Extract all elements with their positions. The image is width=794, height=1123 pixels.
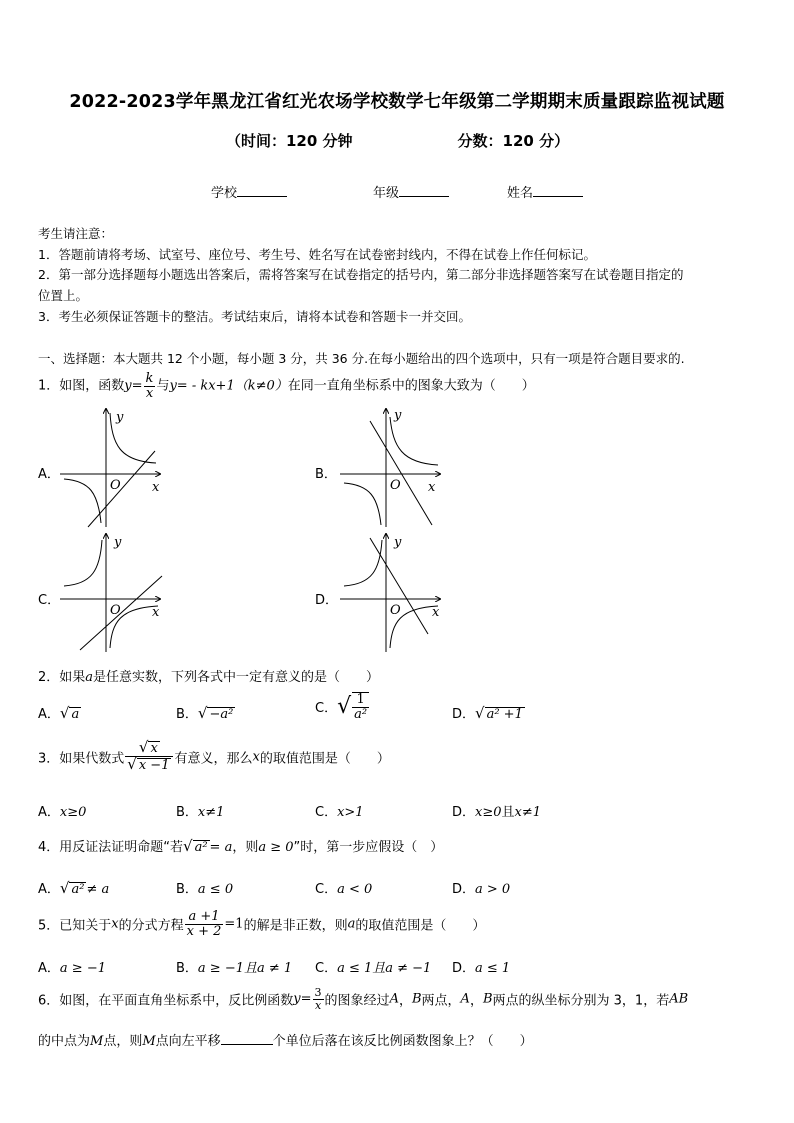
q1-graph-d[interactable] [340,530,450,655]
section-heading: 一、选择题：本大题共 12 个小题，每小题 3 分，共 36 分.在每小题给出的四个选项中，只有一项是符合题目要求的. [38,351,685,366]
option-label: B． [176,805,198,820]
option-expr: a ≥ −1且a ≠ 1 [197,961,293,976]
q5-option-b[interactable] [176,957,292,976]
axis-x-label: x [432,605,440,620]
q5-var: x [111,916,119,932]
q6-line2-c: 点向左平移 [155,1034,221,1049]
q3-den-expr: x −1 [138,758,170,774]
q4-stem-a: 4．用反证法证明命题“若 [38,840,184,855]
q4-option-c[interactable] [315,878,372,897]
option-expr: a ≤ 1且a ≠ −1 [337,961,432,976]
origin-label: O [110,478,121,493]
q2-option-a[interactable] [38,703,81,722]
q5-fraction [185,910,224,938]
q3-option-a[interactable] [38,801,86,820]
question-5-stem [38,910,485,938]
option-label: C． [315,701,338,717]
hyperbola-branch [64,479,101,523]
q6-point-m: M [90,1034,104,1049]
q3-num-expr: x [150,741,158,756]
q3-var: x [252,749,260,765]
q6-eq: = [300,991,312,1007]
q1-option-d-label[interactable]: D． [315,593,339,608]
page-title: 2022-2023学年黑龙江省红光农场学校数学七年级第二学期期末质量跟踪监视试题 [69,92,725,112]
q5-stem-d: 的取值范围是（ ） [355,918,486,934]
q6-point-a: A [460,991,470,1007]
option-label: C． [315,805,338,820]
grade-blank[interactable] [399,183,449,197]
q5-var2: a [347,916,356,932]
question-3-stem [38,740,390,774]
score-label: 分数：120 分） [457,132,570,150]
origin-label: O [390,603,401,618]
q1-option-a-label[interactable]: A． [38,467,60,482]
q5-option-d[interactable] [452,957,510,976]
school-blank[interactable] [237,183,287,197]
q2-option-b[interactable] [176,703,235,722]
option-expr: a² [71,882,85,897]
option-num: 1 [352,693,369,708]
q6-point-m: M [142,1034,156,1049]
q4-stem-b: ，则 [232,840,259,855]
school-field[interactable] [211,182,287,201]
time-label: （时间：120 分钟 [226,132,353,150]
q5-stem-a: 5．已知关于 [38,918,112,934]
question-6-line-2 [38,1030,533,1049]
q6-point-b: B [411,991,422,1007]
axis-y-label: y [394,408,402,423]
option-expr: a [71,707,80,722]
sqrt-icon: √ [475,704,485,722]
q1-mid: 与 [156,378,170,394]
q6-line2-a: 的中点为 [38,1034,91,1049]
option-label: B． [176,882,198,897]
q4-option-b[interactable] [176,878,233,897]
option-expr: ≠ a [86,882,110,897]
option-expr: a ≤ 0 [197,882,234,897]
sqrt-icon: √ [138,738,149,756]
q4-rad: a² [194,840,208,855]
option-expr: x≥0 [59,805,87,820]
option-label: B． [176,707,198,722]
q1-graph-b[interactable] [340,405,450,530]
q4-stem-c: ”时，第一步应假设（ ） [293,840,444,855]
q6-point-a: A [389,991,399,1007]
q6-stem-c: 两点， [421,993,461,1009]
name-field[interactable] [507,182,583,201]
q6-y: y [293,991,301,1007]
q3-fraction [125,740,173,774]
option-expr: a ≤ 1 [475,961,511,976]
q1-fraction [144,372,156,400]
q5-stem-c: 的解是非正数，则 [243,918,348,934]
option-label: C． [315,882,338,897]
line-graph [80,576,162,650]
axis-y-label: y [114,535,122,550]
q2-stem-b: 是任意实数，下列各式中一定有意义的是（ ） [93,670,380,685]
origin-label: O [110,603,121,618]
axis-y-label: y [394,535,402,550]
q1-option-c-label[interactable]: C． [38,593,61,608]
q1-line-eq: y= - kx+1（k≠0） [169,378,288,394]
q6-num: 3 [314,986,322,999]
option-label: D． [452,707,476,722]
question-2-stem [38,666,379,685]
axis-x-label: x [152,480,160,495]
q2-var: a [85,670,94,685]
grade-field[interactable] [373,182,449,201]
q5-stem-b: 的分式方程 [118,918,184,934]
q3-den [125,757,173,773]
q2-stem-a: 2．如果 [38,670,86,685]
q1-x: x [145,385,154,401]
option-expr: a ≥ −1 [59,961,106,976]
option-expr: x≠1 [514,805,542,820]
q6-sep: ， [469,993,483,1009]
option-label: C． [315,961,338,976]
exam-time-score [226,130,569,151]
option-expr: −a² [209,707,234,722]
q5-den: x + 2 [186,923,222,939]
sqrt-icon: √ [337,694,352,720]
q3-stem-c: 的取值范围是（ ） [259,751,390,767]
q5-eq: =1 [224,916,244,932]
hyperbola-branch [390,417,438,465]
q6-line2-b: 点，则 [103,1034,143,1049]
q1-y: y [124,378,132,394]
option-fraction [352,692,369,721]
option-expr: x≥0 [475,805,502,820]
name-blank[interactable] [533,183,583,197]
option-label: A． [38,707,60,722]
option-expr: x>1 [337,805,364,820]
option-expr: a² +1 [486,707,523,722]
q6-stem-b: 的图象经过 [324,993,390,1009]
q6-fraction [313,987,324,1011]
notice-heading: 考生请注意： [38,226,114,241]
option-label: D． [452,961,476,976]
q5-option-a[interactable] [38,957,106,976]
q5-num: a +1 [185,910,224,925]
school-label: 学校 [211,186,238,201]
q4-cond: a ≥ 0 [258,840,294,855]
q1-prefix: 1．如图，函数 [38,378,125,394]
q6-den: x [314,998,322,1012]
q6-segment-ab: AB [669,991,689,1007]
notice-item: 2．第一部分选择题每小题选出答案后，需将答案写在试卷指定的括号内，第二部分非选择题答案写在试卷题目指定的 [38,267,684,282]
q3-option-d[interactable] [452,801,541,820]
hyperbola-branch [64,540,102,586]
option-expr: a > 0 [475,882,511,897]
name-label: 姓名 [507,186,534,201]
notice-item: 3．考生必须保证答题卡的整洁。考试结束后，请将本试卷和答题卡一并交回。 [38,309,471,324]
q1-option-b-label[interactable]: B． [315,467,337,482]
q5-option-c[interactable] [315,957,431,976]
axis-x-label: x [152,605,160,620]
q6-stem-d: 两点的纵坐标分别为 3，1，若 [492,993,670,1009]
q6-sep: ， [398,993,412,1009]
q1-graph-a[interactable] [60,405,170,530]
option-expr: x≠1 [197,805,225,820]
question-6-stem [38,987,688,1011]
grade-label: 年级 [373,186,400,201]
q1-eq: = [131,378,143,394]
question-4-stem [38,836,443,855]
q2-option-c[interactable] [315,692,370,721]
q3-stem-b: 有意义，那么 [174,751,253,767]
q6-point-b: B [482,991,493,1007]
option-label: A． [38,805,60,820]
option-label: D． [452,882,476,897]
option-mid: 且 [501,805,515,820]
sqrt-icon: √ [59,879,70,897]
axis-x-label: x [428,480,436,495]
sqrt-icon: √ [59,704,70,722]
notice-item: 位置上。 [38,288,89,303]
hyperbola-branch [344,483,381,525]
q4-option-a[interactable] [38,878,109,897]
question-1-stem [38,372,535,400]
q3-stem-a: 3．如果代数式 [38,751,125,767]
line-graph [88,451,155,527]
q2-option-d[interactable] [452,703,525,722]
q1-graph-c[interactable] [60,530,170,655]
sqrt-icon: √ [197,704,208,722]
q4-option-d[interactable] [452,878,510,897]
sqrt-icon: √ [183,837,193,855]
q1-k: k [145,371,154,386]
option-label: A． [38,882,60,897]
hyperbola-branch [344,540,382,586]
notice-item: 1．答题前请将考场、试室号、座位号、考生号、姓名写在试卷密封线内，不得在试卷上作任何标记。 [38,247,596,262]
sqrt-icon: √ [127,755,137,774]
option-label: A． [38,961,60,976]
option-expr: a < 0 [337,882,373,897]
q3-option-b[interactable] [176,801,224,820]
q6-stem-a: 6．如图，在平面直角坐标系中，反比例函数 [38,993,294,1009]
q6-answer-blank[interactable] [221,1032,273,1045]
option-label: B． [176,961,198,976]
q6-line2-d: 个单位后落在该反比例函数图象上？（ ） [272,1034,533,1049]
q4-eq: = a [209,840,233,855]
q3-option-c[interactable] [315,801,364,820]
line-graph [370,421,432,525]
q1-suffix: 在同一直角坐标系中的图象大致为（ ） [287,378,535,394]
option-den: a² [354,706,368,722]
axis-y-label: y [116,410,124,425]
option-label: D． [452,805,476,820]
origin-label: O [390,478,401,493]
